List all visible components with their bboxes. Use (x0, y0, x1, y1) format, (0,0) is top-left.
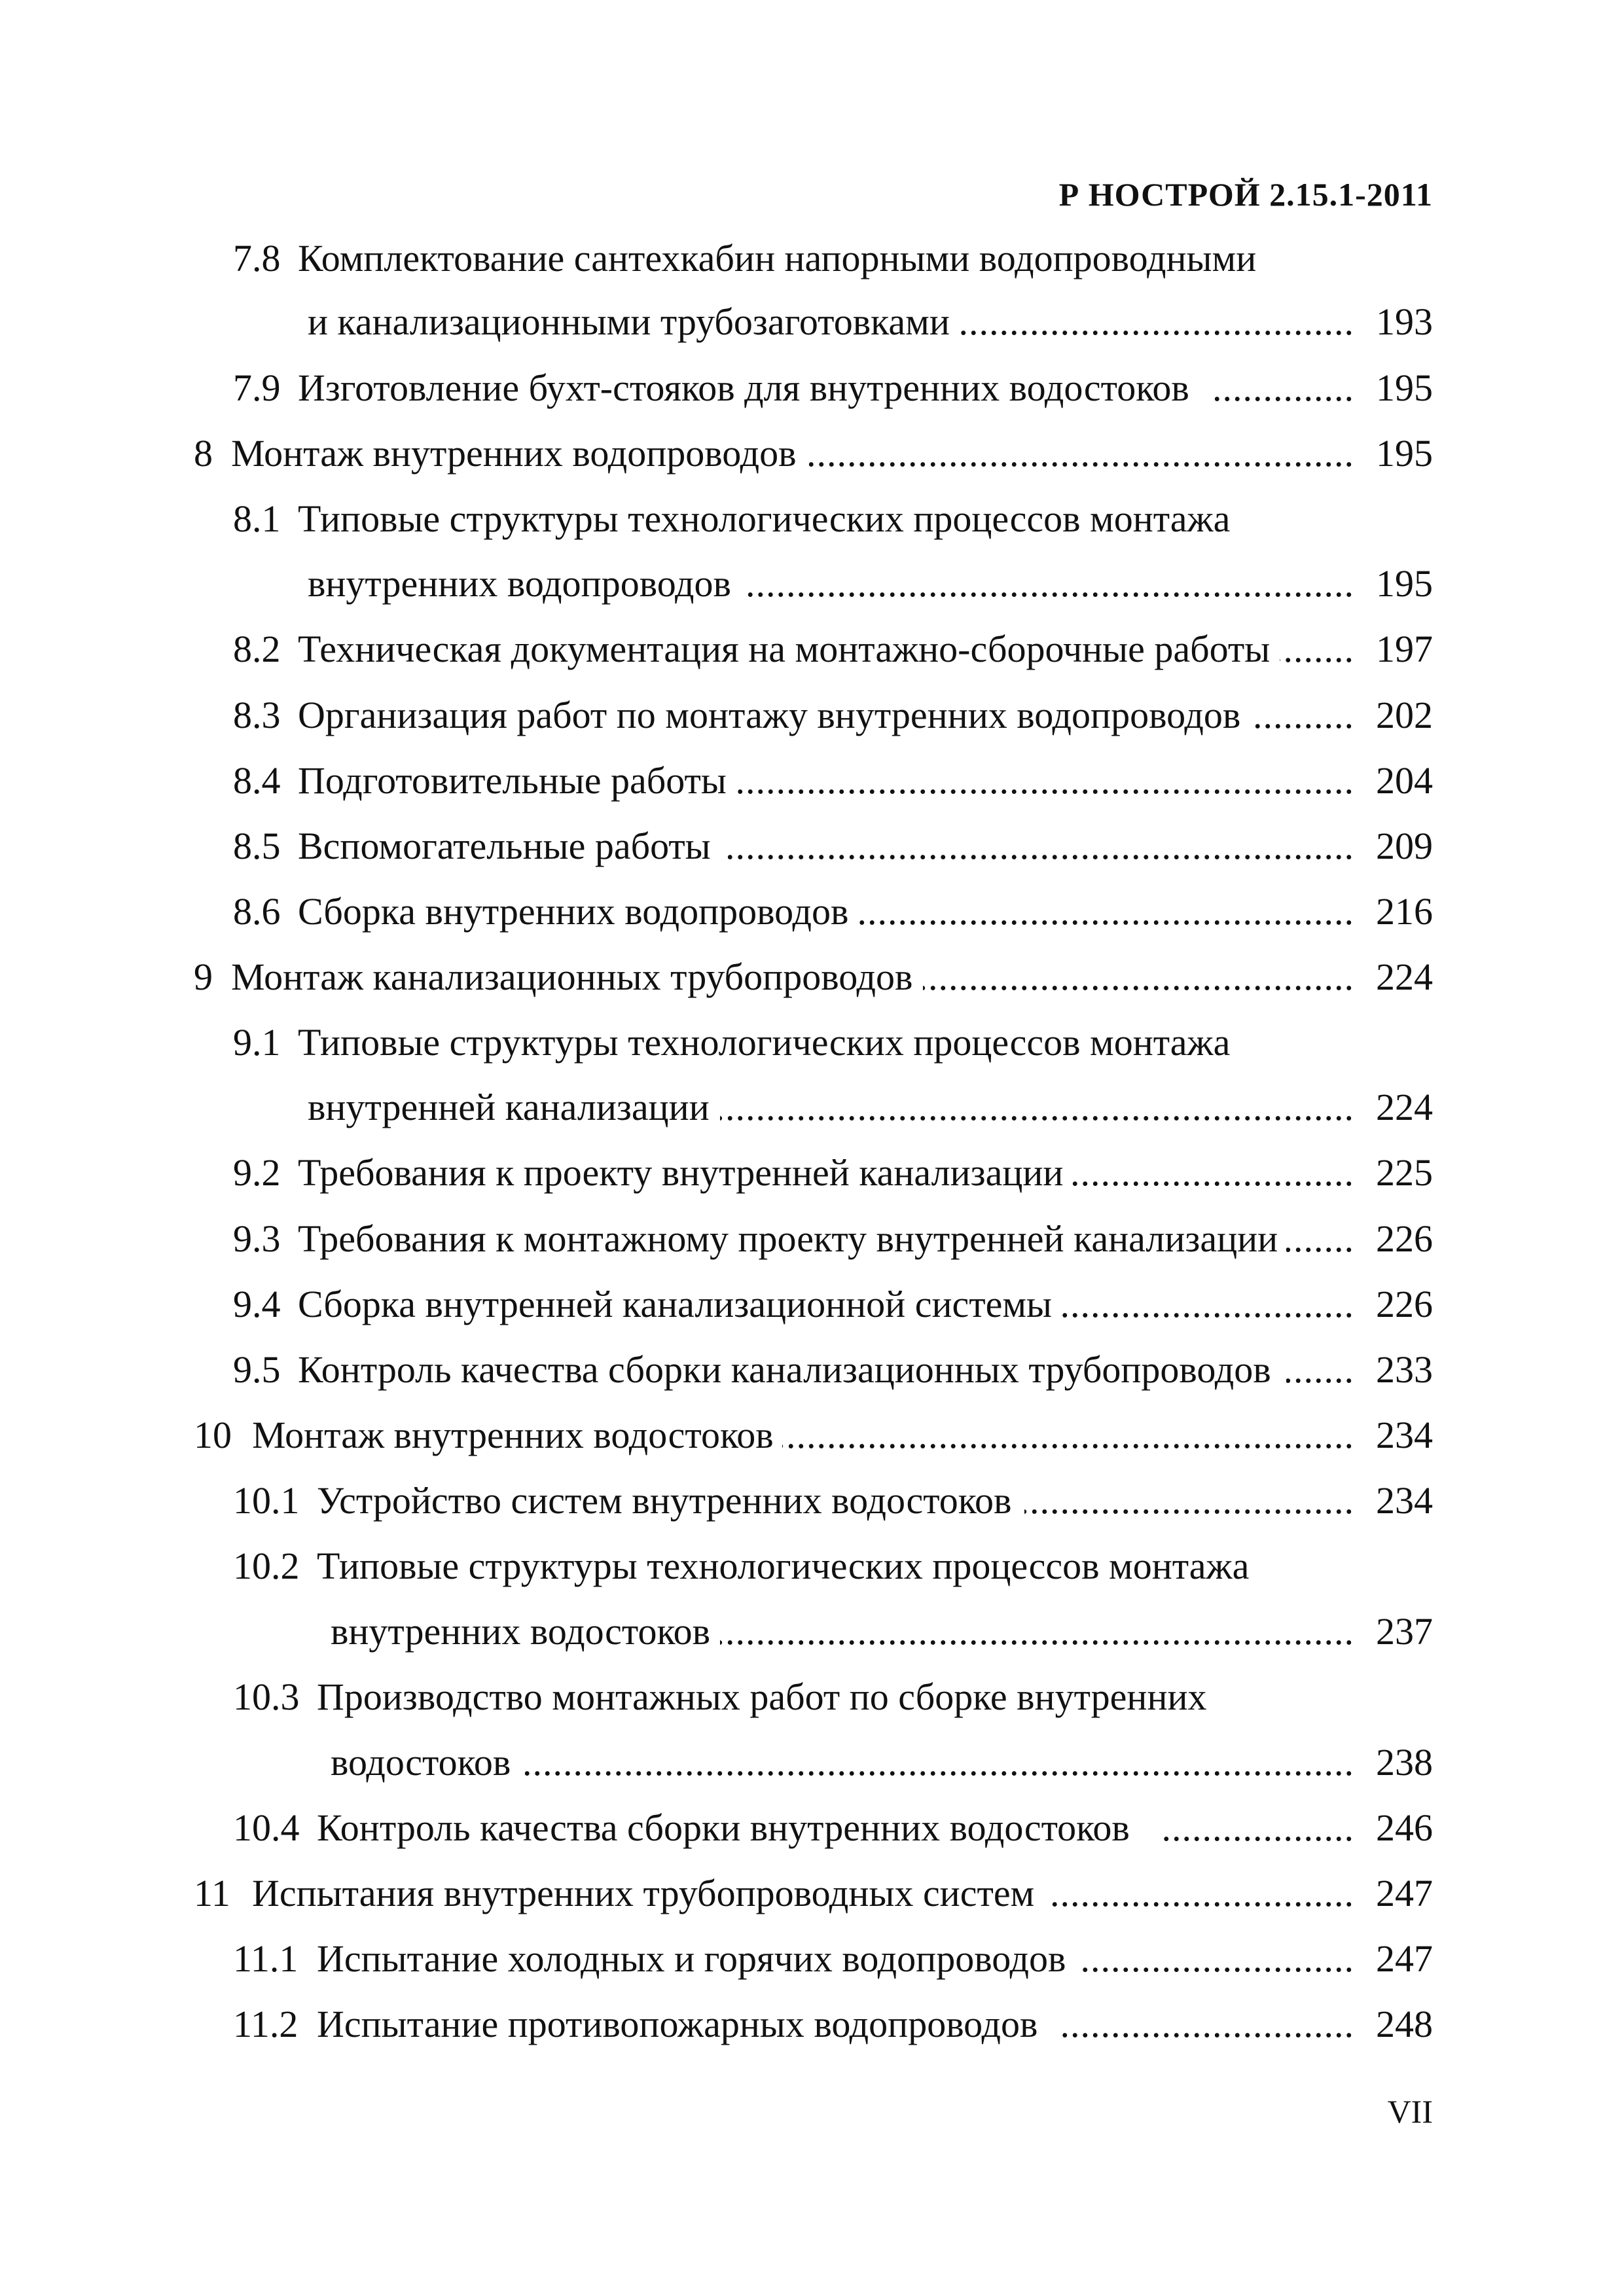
dot-leader (1286, 1206, 1354, 1272)
toc-entry-number: 9.4 (233, 1283, 281, 1325)
toc-entry-title: Испытание холодных и горячих водопроводов (317, 1937, 1066, 1980)
toc-entry-page: 195 (1376, 562, 1433, 605)
toc-entry-title: Контроль качества сборки канализационных трубопроводов (298, 1348, 1271, 1391)
toc-entry-title: Монтаж внутренних водопроводов (231, 432, 797, 475)
toc-entry[interactable] (0, 1272, 1624, 1337)
toc-entry[interactable] (0, 1468, 1624, 1534)
dot-leader (1057, 1992, 1354, 2057)
toc-entry-number: 9.2 (233, 1151, 281, 1194)
dot-leader (959, 289, 1354, 355)
toc-entry[interactable] (0, 355, 1624, 421)
toc-entry-title: внутренней канализации (308, 1086, 710, 1128)
toc-entry-page: 195 (1376, 432, 1433, 475)
toc-entry-page: 248 (1376, 2003, 1433, 2045)
toc-entry-number: 8.4 (233, 759, 281, 802)
toc-entry[interactable] (0, 289, 1624, 355)
document-code: Р НОСТРОЙ 2.15.1-2011 (1058, 176, 1433, 213)
toc-entry[interactable] (0, 1075, 1624, 1140)
toc-entry-title: внутренних водопроводов (308, 562, 731, 605)
toc-entry[interactable] (0, 551, 1624, 617)
dot-leader (1080, 1926, 1354, 1992)
toc-entry-title: Техническая документация на монтажно-сборочные работы (298, 628, 1271, 670)
toc-entry[interactable] (0, 1664, 1624, 1730)
dot-leader (1211, 355, 1354, 421)
toc-entry-page: 233 (1376, 1348, 1433, 1391)
toc-entry[interactable] (0, 814, 1624, 879)
toc-entry-title: и канализационными трубозаготовками (308, 300, 950, 343)
dot-leader (524, 1730, 1354, 1795)
toc-entry-page: 225 (1376, 1151, 1433, 1194)
toc-entry-title: Типовые структуры технологических процессов монтажа (298, 497, 1231, 540)
toc-entry-number: 7.8 (233, 237, 281, 279)
toc-entry-number: 11.1 (233, 1937, 298, 1980)
dot-leader (720, 1075, 1354, 1140)
toc-entry-title: внутренних водостоков (331, 1610, 711, 1653)
toc-entry-number: 9.5 (233, 1348, 281, 1391)
toc-entry-title: Монтаж внутренних водостоков (252, 1414, 774, 1456)
toc-entry-number: 9 (194, 956, 213, 998)
toc-entry-title: Организация работ по монтажу внутренних водопроводов (298, 694, 1241, 736)
toc-entry[interactable] (0, 1926, 1624, 1992)
dot-leader (746, 551, 1354, 617)
toc-entry-title: водостоков (331, 1741, 511, 1784)
toc-entry[interactable] (0, 1403, 1624, 1468)
toc-entry-page: 247 (1376, 1872, 1433, 1914)
toc-entry-page: 237 (1376, 1610, 1433, 1653)
toc-entry[interactable] (0, 1730, 1624, 1795)
toc-entry-title: Вспомогательные работы (298, 825, 711, 867)
toc-entry-page: 246 (1376, 1806, 1433, 1849)
toc-entry-page: 226 (1376, 1217, 1433, 1260)
toc-entry-number: 10.2 (233, 1545, 300, 1587)
toc-entry[interactable] (0, 226, 1624, 291)
toc-entry-title: Испытание противопожарных водопроводов (317, 2003, 1038, 2045)
toc-entry-title: Контроль качества сборки внутренних водостоков (317, 1806, 1130, 1849)
toc-entry-title: Изготовление бухт-стояков для внутренних водостоков (298, 367, 1189, 409)
toc-entry-title: Комплектование сантехкабин напорными водопроводными (298, 237, 1257, 279)
toc-entry-title: Сборка внутренних водопроводов (298, 890, 849, 933)
toc-entry[interactable] (0, 617, 1624, 682)
toc-entry-number: 8.1 (233, 497, 281, 540)
toc-entry-number: 8.3 (233, 694, 281, 736)
toc-entry-title: Требования к монтажному проекту внутренней канализации (298, 1217, 1278, 1260)
toc-entry-number: 8.6 (233, 890, 281, 933)
toc-entry-number: 8 (194, 432, 213, 475)
dot-leader (1070, 1140, 1354, 1206)
toc-entry-number: 7.9 (233, 367, 281, 409)
toc-entry-page: 197 (1376, 628, 1433, 670)
toc-entry[interactable] (0, 944, 1624, 1010)
toc-entry[interactable] (0, 1599, 1624, 1664)
toc-entry-page: 202 (1376, 694, 1433, 736)
toc-entry-number: 11.2 (233, 2003, 298, 2045)
toc-entry-number: 10.4 (233, 1806, 300, 1849)
dot-leader (723, 814, 1354, 879)
dot-leader (736, 748, 1354, 814)
toc-entry-number: 11 (194, 1872, 230, 1914)
toc-entry-title: Монтаж канализационных трубопроводов (231, 956, 913, 998)
dot-leader (1051, 1861, 1354, 1926)
toc-entry-number: 10 (194, 1414, 232, 1456)
toc-entry-page: 204 (1376, 759, 1433, 802)
toc-entry-number: 10.3 (233, 1676, 300, 1718)
toc-entry[interactable] (0, 421, 1624, 486)
dot-leader (1159, 1795, 1354, 1861)
toc-entry-page: 216 (1376, 890, 1433, 933)
toc-entry[interactable] (0, 1140, 1624, 1206)
toc-entry[interactable] (0, 683, 1624, 748)
dot-leader (1280, 617, 1354, 682)
toc-entry[interactable] (0, 1861, 1624, 1926)
dot-leader (782, 1403, 1354, 1468)
toc-entry[interactable] (0, 1795, 1624, 1861)
toc-entry[interactable] (0, 1206, 1624, 1272)
toc-entry-page: 234 (1376, 1479, 1433, 1522)
toc-entry-page: 195 (1376, 367, 1433, 409)
toc-entry-title: Типовые структуры технологических процессов монтажа (298, 1021, 1231, 1064)
dot-leader (923, 944, 1354, 1010)
toc-entry-number: 8.2 (233, 628, 281, 670)
toc-entry-page: 247 (1376, 1937, 1433, 1980)
toc-entry-page: 224 (1376, 956, 1433, 998)
toc-entry[interactable] (0, 879, 1624, 944)
dot-leader (857, 879, 1354, 944)
toc-entry-title: Сборка внутренней канализационной системы (298, 1283, 1052, 1325)
toc-entry-page: 238 (1376, 1741, 1433, 1784)
toc-entry-title: Подготовительные работы (298, 759, 727, 802)
toc-entry[interactable] (0, 748, 1624, 814)
toc-entry-title: Требования к проекту внутренней канализации (298, 1151, 1064, 1194)
toc-entry-title: Испытания внутренних трубопроводных систем (252, 1872, 1035, 1914)
toc-entry[interactable] (0, 486, 1624, 552)
toc-entry-number: 8.5 (233, 825, 281, 867)
toc-entry-title: Типовые структуры технологических процессов монтажа (317, 1545, 1250, 1587)
toc-entry-number: 10.1 (233, 1479, 300, 1522)
toc-entry-page: 224 (1376, 1086, 1433, 1128)
toc-entry[interactable] (0, 1534, 1624, 1599)
dot-leader (1286, 1337, 1354, 1403)
toc-entry-title: Устройство систем внутренних водостоков (317, 1479, 1012, 1522)
toc-entry-page: 234 (1376, 1414, 1433, 1456)
toc-entry-number: 9.3 (233, 1217, 281, 1260)
dot-leader (1057, 1272, 1354, 1337)
toc-entry-page: 209 (1376, 825, 1433, 867)
dot-leader (1254, 683, 1354, 748)
toc-entry-page: 226 (1376, 1283, 1433, 1325)
toc-entry-page: 193 (1376, 300, 1433, 343)
page-number-roman: VII (1387, 2093, 1433, 2130)
dot-leader (1024, 1468, 1354, 1534)
dot-leader (720, 1599, 1354, 1664)
toc-entry-title: Производство монтажных работ по сборке внутренних (317, 1676, 1207, 1718)
toc-entry[interactable] (0, 1010, 1624, 1075)
toc-entry[interactable] (0, 1337, 1624, 1403)
dot-leader (804, 421, 1354, 486)
toc-entry-number: 9.1 (233, 1021, 281, 1064)
toc-entry[interactable] (0, 1992, 1624, 2057)
